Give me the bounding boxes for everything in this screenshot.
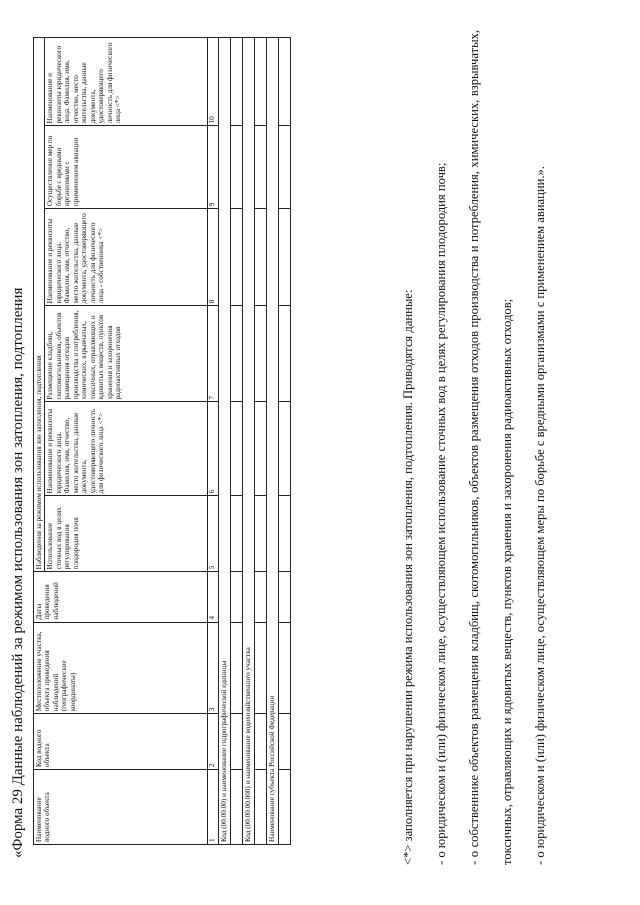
footnote-item: - о собственнике объектов размещения кладбищ, скотомогильников, объектов размещения отходов производства и потребления, химических, взрывчатых, токсичных, отравляющих и ядовитых веществ, пунктов хранения и захоронения радиоактивных отходов;	[467, 30, 514, 865]
footnote	[392, 30, 557, 865]
header-pest-control: Осуществление мер по борьбе с вредными организмами с применением авиации	[45, 126, 208, 209]
column-number: 6	[208, 402, 219, 496]
header-location: Местоположение участка, объекта проведения наблюдений (географические координаты)	[34, 622, 208, 714]
column-number: 7	[208, 306, 219, 402]
table-row	[231, 38, 243, 845]
column-number: 5	[208, 496, 219, 572]
row-hydrographic-unit: Код (00.00.00) и наименование гидрографической единицы	[219, 38, 231, 845]
footnote-item: - о юридическом и (или) физическом лице, осуществляющем использование сточных вод в целях регулирования плодородия почв;	[434, 162, 448, 865]
header-legal-entity-1: Наименование и реквизиты юридического лица. Фамилия, имя, отчество, место жительства, данные документа, удостоверяющего личность для физического лица <*>	[45, 402, 208, 496]
observation-table	[33, 37, 291, 845]
header-water-object-name: Наименование водного объекта	[34, 770, 208, 845]
column-number: 4	[208, 572, 219, 622]
header-placement: Размещение кладбищ, скотомогильников, объектов размещения отходов производства и потребления, химических, взрывчатых, токсичных, отравляющих и ядовитых веществ, пунктов хранения и захоронения радиоактивных отходов	[45, 306, 208, 402]
header-water-object-code: Код водного объекта	[34, 714, 208, 770]
footnote-item: - о юридическом и (или) физическом лице, осуществляющем меры по борьбе с вредными организмами с применением авиации.».	[533, 166, 547, 865]
row-water-management-area: Код (00.00.00.000) и наименование водохозяйственного участка	[243, 38, 255, 845]
table-row	[267, 38, 279, 845]
table-row	[219, 38, 231, 845]
header-owner: Наименование и реквизиты юридического лица. Фамилия, имя, отчество, место жительства, данные документа, удостоверяющего личность для физического лица - собственника <*>	[45, 209, 208, 306]
column-number: 9	[208, 126, 219, 209]
column-number: 1	[208, 770, 219, 845]
header-row-top	[34, 38, 45, 845]
header-observation-dates: Даты проведения наблюдений	[34, 572, 208, 622]
column-number-row	[208, 38, 219, 845]
table-row	[255, 38, 267, 845]
table-row	[243, 38, 255, 845]
header-observation-group: Наблюдения за режимом использования зон затопления, подтопления	[34, 38, 45, 572]
table-row	[279, 38, 291, 845]
footnote-intro: <*> заполняется при нарушении режима использования зон затопления, подтопления. Приводятся данные:	[401, 289, 415, 865]
header-legal-entity-2: Наименование и реквизиты юридического лица. Фамилия, имя, отчество, место жительства, данные документа, удостоверяющего личность для физического лица <*>	[45, 38, 208, 126]
column-number: 8	[208, 209, 219, 306]
column-number: 10	[208, 38, 219, 126]
column-number: 3	[208, 622, 219, 714]
form-title: «Форма 29 Данные наблюдений за режимом использования зон затопления, подтопления	[10, 287, 26, 858]
row-federal-subject: Наименование субъекта Российской Федерации	[267, 38, 279, 845]
column-number: 2	[208, 714, 219, 770]
header-wastewater-use: Использование сточных вод в целях регулирования плодородия почв	[45, 496, 208, 572]
